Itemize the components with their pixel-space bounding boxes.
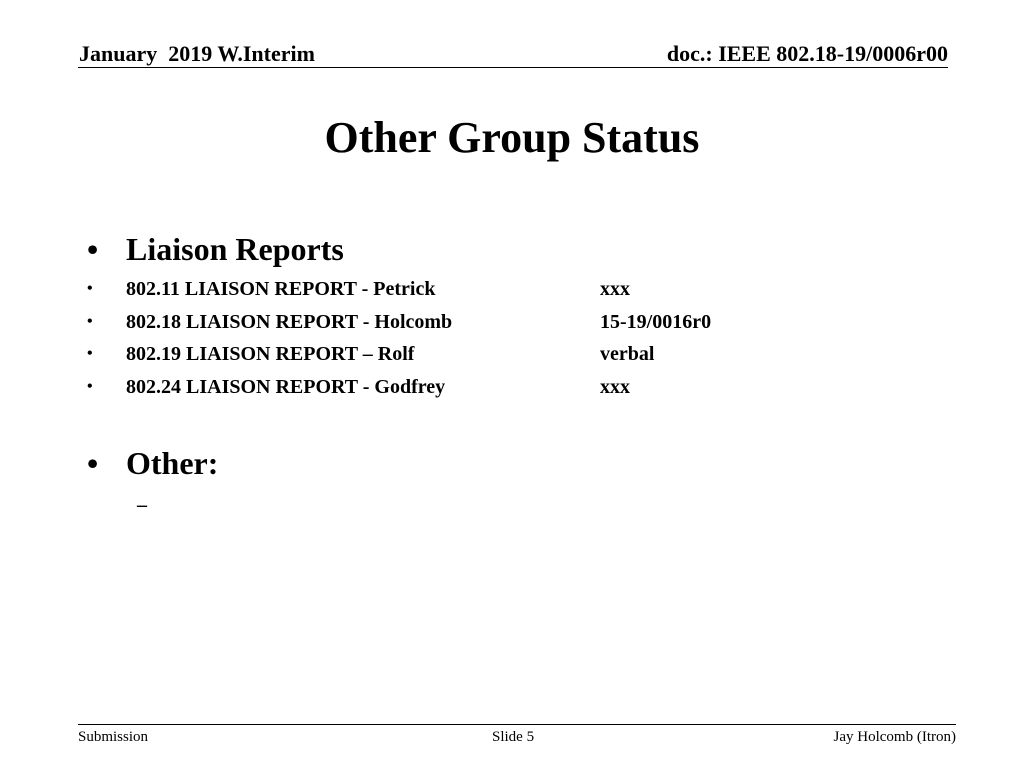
bullet-marker: • [87,445,99,481]
bullet-marker: • [87,280,93,297]
bullet-marker: • [87,231,99,267]
footer-divider [78,724,956,725]
footer-submission: Submission [78,729,149,745]
report-name: 802.11 LIAISON REPORT - Petrick [126,278,436,300]
report-name: 802.24 LIAISON REPORT - Godfrey [126,376,446,398]
header-divider [78,67,948,68]
report-document: 15-19/0016r0 [600,311,712,333]
list-item [87,277,787,301]
report-name: 802.19 LIAISON REPORT – Rolf [126,343,415,365]
report-document: xxx [600,376,630,398]
bullet-marker: • [87,345,93,362]
bullet-marker: • [87,313,93,330]
report-name: 802.18 LIAISON REPORT - Holcomb [126,311,453,333]
report-document: verbal [600,343,655,365]
list-item [87,342,787,366]
section-heading: Other: [126,445,219,481]
section-heading: Liaison Reports [126,231,344,267]
list-item [87,375,787,399]
footer-author: Jay Holcomb (Itron) [833,729,956,745]
sub-item-dash: – [137,494,147,516]
report-document: xxx [600,278,630,300]
header-doc-number: doc.: IEEE 802.18-19/0006r00 [666,41,948,66]
footer-slide-number: Slide 5 [492,729,535,745]
header-date-meeting: January 2019 W.Interim [79,41,315,66]
bullet-marker: • [87,378,93,395]
slide-title: Other Group Status [324,113,700,162]
list-item [87,310,787,334]
